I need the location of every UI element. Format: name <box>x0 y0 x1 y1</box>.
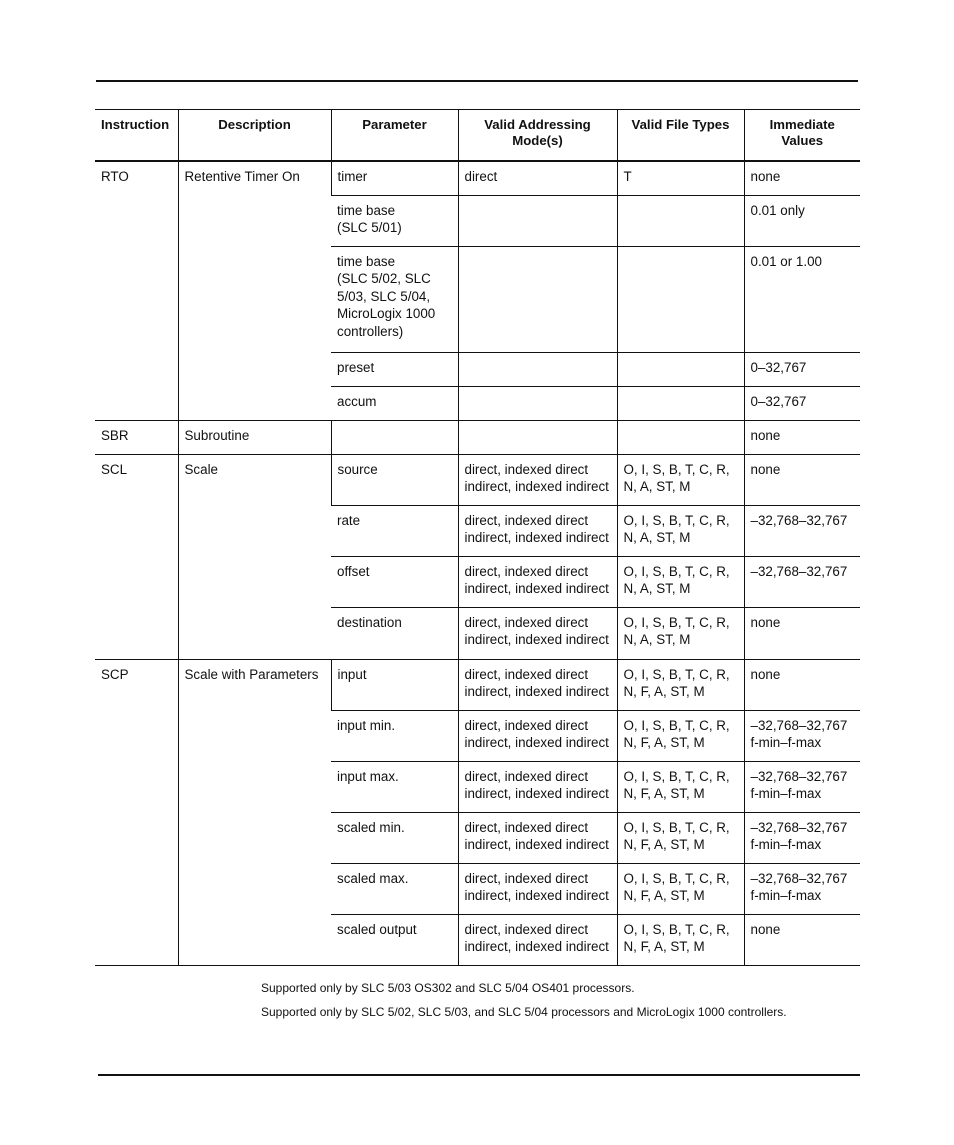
immediate-values-cell: –32,768–32,767 <box>744 505 860 556</box>
addressing-mode-cell: direct, indexed direct indirect, indexed indirect <box>458 761 617 812</box>
header-instruction: Instruction <box>95 110 178 162</box>
table-row <box>95 420 860 454</box>
footnote-1: Supported only by SLC 5/03 OS302 and SLC 5/04 OS401 processors. <box>261 981 635 995</box>
instruction-cell: RTO <box>95 161 178 420</box>
immediate-values-cell: –32,768–32,767 f-min–f-max <box>744 761 860 812</box>
parameter-cell: scaled output <box>331 914 458 965</box>
immediate-values-cell: –32,768–32,767 f-min–f-max <box>744 812 860 863</box>
addressing-mode-cell <box>458 246 617 352</box>
description-cell: Scale with Parameters <box>178 659 331 965</box>
immediate-values-cell: none <box>744 914 860 965</box>
file-types-cell: O, I, S, B, T, C, R, N, A, ST, M <box>617 454 744 505</box>
addressing-mode-cell: direct, indexed direct indirect, indexed indirect <box>458 454 617 505</box>
addressing-mode-cell: direct <box>458 161 617 195</box>
file-types-cell: O, I, S, B, T, C, R, N, F, A, ST, M <box>617 761 744 812</box>
immediate-values-cell: none <box>744 161 860 195</box>
immediate-values-cell: 0–32,767 <box>744 352 860 386</box>
file-types-cell: O, I, S, B, T, C, R, N, A, ST, M <box>617 556 744 607</box>
addressing-mode-cell: direct, indexed direct indirect, indexed indirect <box>458 607 617 659</box>
file-types-cell: O, I, S, B, T, C, R, N, F, A, ST, M <box>617 863 744 914</box>
description-cell: Subroutine <box>178 420 331 454</box>
table-row <box>95 454 860 505</box>
file-types-cell: O, I, S, B, T, C, R, N, A, ST, M <box>617 607 744 659</box>
addressing-mode-cell: direct, indexed direct indirect, indexed indirect <box>458 914 617 965</box>
immediate-values-cell: 0.01 or 1.00 <box>744 246 860 352</box>
addressing-mode-cell: direct, indexed direct indirect, indexed indirect <box>458 812 617 863</box>
addressing-mode-cell <box>458 386 617 420</box>
parameter-cell: accum <box>331 386 458 420</box>
parameter-cell: destination <box>331 607 458 659</box>
immediate-values-cell: –32,768–32,767 f-min–f-max <box>744 863 860 914</box>
description-cell: Scale <box>178 454 331 659</box>
parameter-cell <box>331 420 458 454</box>
parameter-cell: time base (SLC 5/02, SLC 5/03, SLC 5/04, MicroLogix 1000 controllers) <box>331 246 458 352</box>
file-types-cell: O, I, S, B, T, C, R, N, F, A, ST, M <box>617 710 744 761</box>
parameter-cell: time base (SLC 5/01) <box>331 195 458 246</box>
parameter-cell: input min. <box>331 710 458 761</box>
addressing-mode-cell: direct, indexed direct indirect, indexed indirect <box>458 710 617 761</box>
file-types-cell: T <box>617 161 744 195</box>
addressing-mode-cell: direct, indexed direct indirect, indexed indirect <box>458 556 617 607</box>
immediate-values-cell: none <box>744 420 860 454</box>
immediate-values-cell: –32,768–32,767 f-min–f-max <box>744 710 860 761</box>
file-types-cell <box>617 352 744 386</box>
file-types-cell: O, I, S, B, T, C, R, N, A, ST, M <box>617 505 744 556</box>
instruction-cell: SCP <box>95 659 178 965</box>
parameter-cell: scaled max. <box>331 863 458 914</box>
table-header-row <box>95 110 860 162</box>
header-rule <box>96 80 858 82</box>
description-cell: Retentive Timer On <box>178 161 331 420</box>
immediate-values-cell: none <box>744 607 860 659</box>
instruction-cell: SBR <box>95 420 178 454</box>
immediate-values-cell: none <box>744 659 860 710</box>
parameter-cell: preset <box>331 352 458 386</box>
file-types-cell: O, I, S, B, T, C, R, N, F, A, ST, M <box>617 914 744 965</box>
file-types-cell <box>617 386 744 420</box>
footer-rule <box>98 1074 860 1076</box>
parameter-cell: input max. <box>331 761 458 812</box>
addressing-mode-cell <box>458 195 617 246</box>
table-row <box>95 161 860 195</box>
header-description: Description <box>178 110 331 162</box>
file-types-cell <box>617 246 744 352</box>
parameter-cell: scaled min. <box>331 812 458 863</box>
addressing-mode-cell: direct, indexed direct indirect, indexed indirect <box>458 659 617 710</box>
header-valid-addressing-modes: Valid Addressing Mode(s) <box>458 110 617 162</box>
parameter-cell: input <box>331 659 458 710</box>
immediate-values-cell: none <box>744 454 860 505</box>
addressing-mode-cell: direct, indexed direct indirect, indexed indirect <box>458 863 617 914</box>
parameter-cell: source <box>331 454 458 505</box>
immediate-values-cell: –32,768–32,767 <box>744 556 860 607</box>
immediate-values-cell: 0–32,767 <box>744 386 860 420</box>
header-valid-file-types: Valid File Types <box>617 110 744 162</box>
footnote-2: Supported only by SLC 5/02, SLC 5/03, and SLC 5/04 processors and MicroLogix 1000 controllers. <box>261 1005 787 1019</box>
parameter-cell: rate <box>331 505 458 556</box>
addressing-mode-cell <box>458 420 617 454</box>
header-parameter: Parameter <box>331 110 458 162</box>
instruction-table <box>95 109 860 966</box>
file-types-cell <box>617 420 744 454</box>
file-types-cell: O, I, S, B, T, C, R, N, F, A, ST, M <box>617 659 744 710</box>
immediate-values-cell: 0.01 only <box>744 195 860 246</box>
addressing-mode-cell <box>458 352 617 386</box>
parameter-cell: timer <box>331 161 458 195</box>
parameter-cell: offset <box>331 556 458 607</box>
file-types-cell <box>617 195 744 246</box>
addressing-mode-cell: direct, indexed direct indirect, indexed indirect <box>458 505 617 556</box>
instruction-cell: SCL <box>95 454 178 659</box>
header-immediate-values: Immediate Values <box>744 110 860 162</box>
table-body <box>95 161 860 965</box>
file-types-cell: O, I, S, B, T, C, R, N, F, A, ST, M <box>617 812 744 863</box>
table-row <box>95 659 860 710</box>
